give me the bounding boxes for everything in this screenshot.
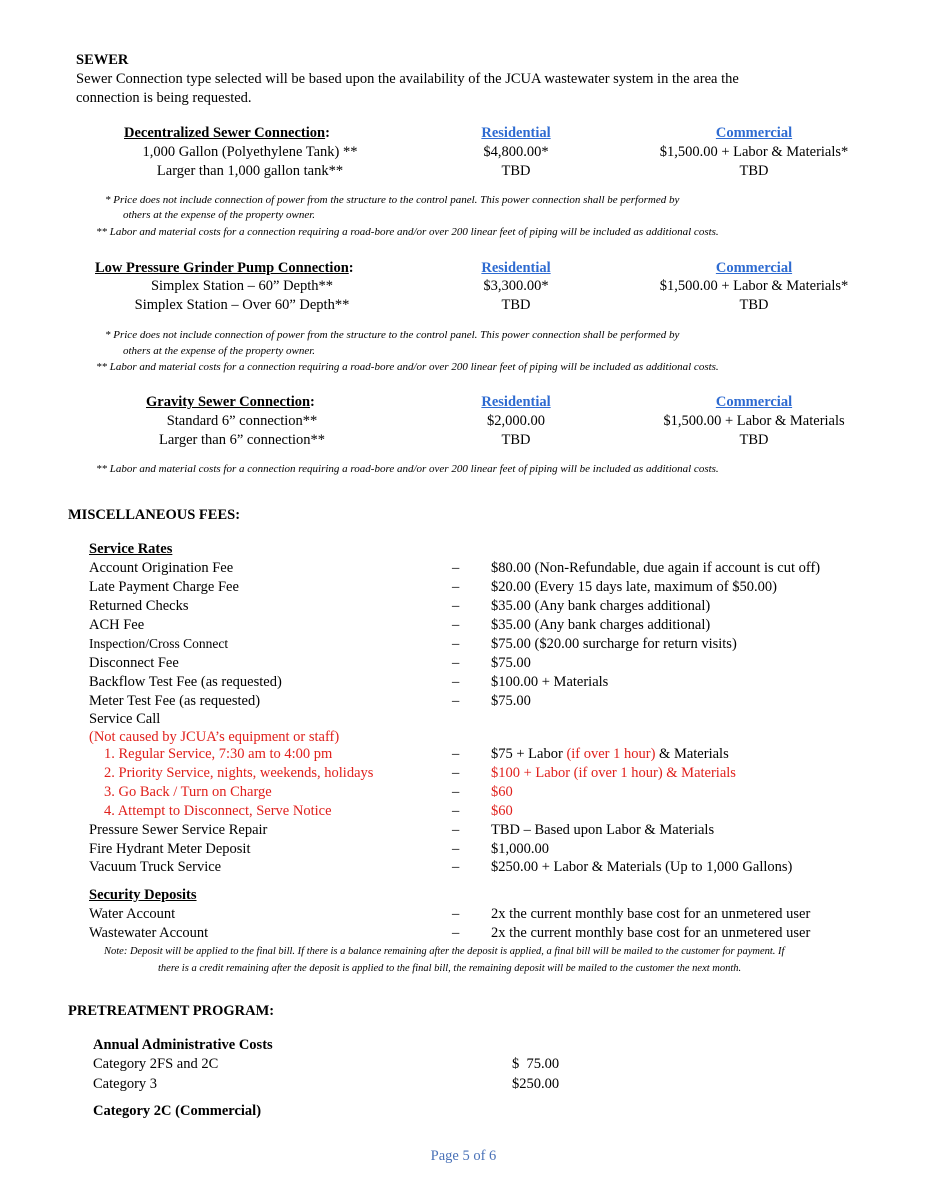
misc-item-7-dash: –: [452, 693, 460, 709]
misc-item-2-label: Returned Checks: [89, 598, 189, 614]
decentralized-note2: ** Labor and material costs for a connection requiring a road-bore and/or over 200 linear feet of piping will be included as additional costs.: [96, 226, 719, 238]
service-rates-title: Service Rates: [89, 541, 173, 557]
service-call-note: (Not caused by JCUA’s equipment or staff): [89, 729, 340, 745]
grinder-note1-line1: * Price does not include connection of power from the structure to the control panel. This power connection shall be performed by: [105, 329, 680, 341]
service-call-4-dash: –: [452, 803, 460, 819]
service-call-1-label: 1. Regular Service, 7:30 am to 4:00 pm: [104, 746, 333, 762]
pretreatment-row-1-value: $250.00: [512, 1076, 560, 1092]
decentralized-row-0-commercial: $1,500.00 + Labor & Materials*: [659, 144, 849, 160]
misc-item-4-label: Inspection/Cross Connect: [89, 636, 229, 651]
page-number: Page 5 of 6: [430, 1148, 497, 1164]
decentralized-row-1-commercial: TBD: [739, 163, 769, 179]
deposit-note-line2: there is a credit remaining after the deposit is applied to the final bill, the remaining deposit will be mailed to the customer the next month.: [158, 963, 742, 974]
misc-item-3-dash: –: [452, 617, 460, 633]
service-call-3-label: 3. Go Back / Turn on Charge: [104, 784, 272, 800]
misc-item-4-value: $75.00 ($20.00 surcharge for return visits): [491, 636, 737, 652]
grinder-row-1-commercial: TBD: [739, 297, 769, 313]
service-call-1-dash: –: [452, 746, 460, 762]
security-deposits-title: Security Deposits: [89, 887, 197, 903]
grinder-row-0-commercial: $1,500.00 + Labor & Materials*: [659, 278, 849, 294]
misc-item-0-label: Account Origination Fee: [89, 560, 234, 576]
grinder-title-wrap: Low Pressure Grinder Pump Connection:: [95, 260, 354, 276]
gravity-commercial-header: Commercial: [715, 394, 793, 410]
misc-item2-2-dash: –: [452, 859, 460, 875]
misc-item-1-dash: –: [452, 579, 460, 595]
misc-item-4-dash: –: [452, 636, 460, 652]
sewer-intro-line2: connection is being requested.: [76, 90, 252, 106]
misc-item-5-value: $75.00: [491, 655, 531, 671]
grinder-row-1-label: Simplex Station – Over 60” Depth**: [134, 297, 350, 313]
decentralized-row-0-label: 1,000 Gallon (Polyethylene Tank) **: [142, 144, 358, 160]
pretreatment-row-1-label: Category 3: [93, 1076, 158, 1092]
service-call-4-label: 4. Attempt to Disconnect, Serve Notice: [104, 803, 332, 819]
misc-item-6-dash: –: [452, 674, 460, 690]
misc-item-6-label: Backflow Test Fee (as requested): [89, 674, 282, 690]
grinder-row-1-residential: TBD: [501, 297, 531, 313]
gravity-title-wrap: Gravity Sewer Connection:: [146, 394, 315, 410]
deposit-0-dash: –: [452, 906, 460, 922]
decentralized-row-0-residential: $4,800.00*: [483, 144, 549, 160]
deposit-0-value: 2x the current monthly base cost for an unmetered user: [491, 906, 811, 922]
grinder-title: Low Pressure Grinder Pump Connection: [95, 260, 349, 276]
misc-item-3-value: $35.00 (Any bank charges additional): [491, 617, 711, 633]
service-call-2-label: 2. Priority Service, nights, weekends, holidays: [104, 765, 374, 781]
deposit-1-dash: –: [452, 925, 460, 941]
misc-item-0-dash: –: [452, 560, 460, 576]
misc-item-6-value: $100.00 + Materials: [491, 674, 609, 690]
grinder-row-0-label: Simplex Station – 60” Depth**: [150, 278, 334, 294]
misc-item2-1-dash: –: [452, 841, 460, 857]
decentralized-note1-line1: * Price does not include connection of power from the structure to the control panel. This power connection shall be performed by: [105, 194, 680, 206]
decentralized-title: Decentralized Sewer Connection: [124, 125, 326, 141]
decentralized-note1-line2: others at the expense of the property owner.: [123, 209, 316, 221]
misc-item-7-value: $75.00: [491, 693, 531, 709]
decentralized-commercial-header: Commercial: [715, 125, 793, 141]
service-call-2-value: $100 + Labor (if over 1 hour) & Materials: [491, 765, 736, 781]
service-call-1-value: [491, 746, 729, 763]
gravity-note2: ** Labor and material costs for a connection requiring a road-bore and/or over 200 linear feet of piping will be included as additional costs.: [96, 463, 719, 475]
misc-item2-1-label: Fire Hydrant Meter Deposit: [89, 841, 251, 857]
gravity-row-0-commercial: $1,500.00 + Labor & Materials: [663, 413, 845, 429]
misc-item2-0-dash: –: [452, 822, 460, 838]
gravity-row-0-label: Standard 6” connection**: [166, 413, 318, 429]
misc-item-1-label: Late Payment Charge Fee: [89, 579, 239, 595]
service-call-3-value: $60: [491, 784, 513, 800]
misc-item-3-label: ACH Fee: [89, 617, 145, 633]
deposit-1-label: Wastewater Account: [89, 925, 209, 941]
misc-item2-2-label: Vacuum Truck Service: [89, 859, 222, 875]
grinder-row-0-residential: $3,300.00*: [483, 278, 549, 294]
grinder-commercial-header: Commercial: [715, 260, 793, 276]
service-call-3-dash: –: [452, 784, 460, 800]
category-2c-title: Category 2C (Commercial): [93, 1103, 262, 1119]
misc-item2-1-value: $1,000.00: [491, 841, 549, 857]
misc-item-5-label: Disconnect Fee: [89, 655, 179, 671]
gravity-row-1-residential: TBD: [501, 432, 531, 448]
gravity-row-1-commercial: TBD: [739, 432, 769, 448]
pretreatment-row-0-value: $ 75.00: [512, 1056, 560, 1072]
service-call-1-value-a: $75 + Labor: [491, 746, 567, 762]
gravity-title: Gravity Sewer Connection: [146, 394, 311, 410]
decentralized-row-1-residential: TBD: [501, 163, 531, 179]
misc-item2-0-label: Pressure Sewer Service Repair: [89, 822, 268, 838]
sewer-heading: SEWER: [76, 52, 129, 68]
grinder-note2: ** Labor and material costs for a connection requiring a road-bore and/or over 200 linear feet of piping will be included as additional costs.: [96, 361, 719, 373]
annual-costs-title: Annual Administrative Costs: [93, 1037, 273, 1053]
deposit-0-label: Water Account: [89, 906, 176, 922]
misc-heading: MISCELLANEOUS FEES:: [68, 507, 241, 523]
service-call-label: Service Call: [89, 711, 161, 727]
misc-item-1-value: $20.00 (Every 15 days late, maximum of $50.00): [491, 579, 777, 595]
gravity-row-0-residential: $2,000.00: [487, 413, 545, 429]
gravity-residential-header: Residential: [481, 394, 551, 410]
service-call-4-value: $60: [491, 803, 513, 819]
misc-item-5-dash: –: [452, 655, 460, 671]
service-call-2-dash: –: [452, 765, 460, 781]
sewer-intro-line1: Sewer Connection type selected will be based upon the availability of the JCUA wastewater system in the area the: [76, 71, 739, 87]
grinder-residential-header: Residential: [481, 260, 551, 276]
gravity-row-1-label: Larger than 6” connection**: [158, 432, 325, 448]
misc-item2-2-value: $250.00 + Labor & Materials (Up to 1,000 Gallons): [491, 859, 793, 875]
service-call-1-value-c: & Materials: [655, 746, 729, 762]
misc-item-2-dash: –: [452, 598, 460, 614]
misc-item2-0-value: TBD – Based upon Labor & Materials: [491, 822, 715, 838]
grinder-note1-line2: others at the expense of the property owner.: [123, 345, 316, 357]
misc-item-7-label: Meter Test Fee (as requested): [89, 693, 261, 709]
pretreatment-heading: PRETREATMENT PROGRAM:: [68, 1003, 275, 1019]
service-call-1-value-b: (if over 1 hour): [566, 746, 656, 762]
decentralized-residential-header: Residential: [481, 125, 551, 141]
decentralized-title-wrap: Decentralized Sewer Connection:: [124, 125, 330, 141]
pretreatment-row-0-label: Category 2FS and 2C: [93, 1056, 219, 1072]
decentralized-row-1-label: Larger than 1,000 gallon tank**: [156, 163, 344, 179]
deposit-1-value: 2x the current monthly base cost for an unmetered user: [491, 925, 811, 941]
misc-item-2-value: $35.00 (Any bank charges additional): [491, 598, 711, 614]
misc-item-0-value: $80.00 (Non-Refundable, due again if account is cut off): [491, 560, 821, 576]
deposit-note-line1: Note: Deposit will be applied to the final bill. If there is a balance remaining after the deposit is applied, a final bill will be mailed to the customer for payment. If: [104, 946, 785, 957]
